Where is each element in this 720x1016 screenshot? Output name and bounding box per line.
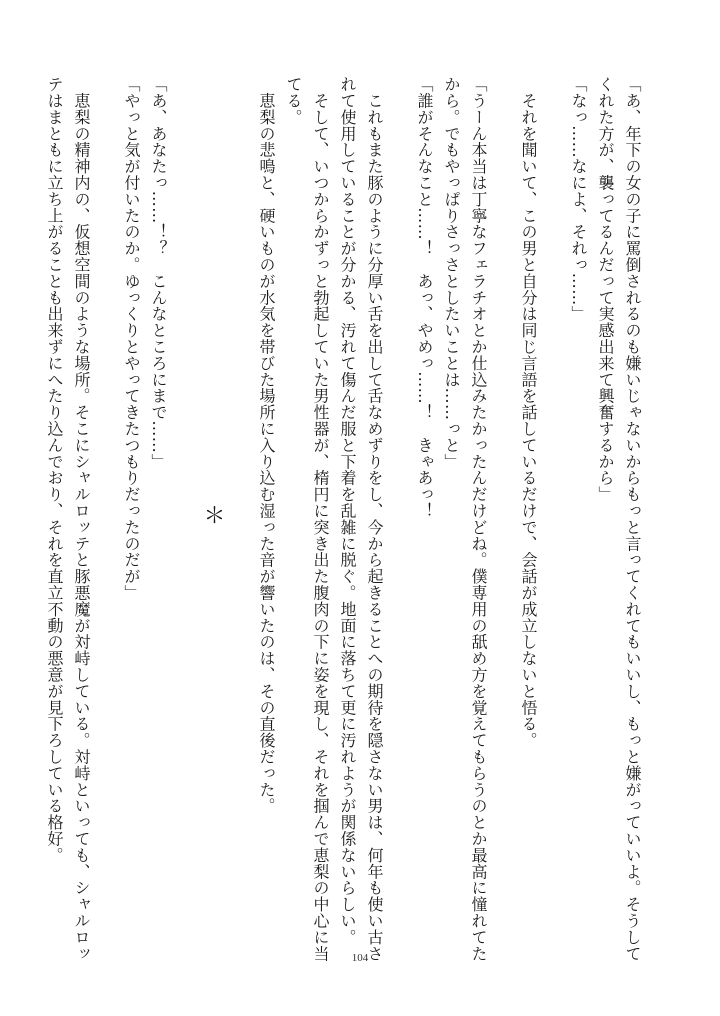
line-spacer: [492, 76, 515, 954]
text-line: それを聞いて、この男と自分は同じ言語を話しているだけで、会話が成立しないと悟る。: [519, 76, 538, 749]
text-line: 「うーん本当は丁寧なフェラチオとか仕込みたかったんだけどね。僕専用の舐め方を覚えてもらうのとか最高に憧れてた: [469, 76, 488, 962]
text-line: くれた方が、襲ってるんだって実感出来て興奮するから」: [596, 76, 615, 503]
line-spacer: [95, 76, 118, 954]
text-line: 「誰がそんなこと……！ あっ、やめっ……！ きゃあっ！: [415, 76, 434, 519]
section-break-asterisk: ＊: [200, 503, 225, 527]
page-number: 104: [351, 952, 369, 964]
text-line: 恵梨の精神内の、仮想空間のような場所。そこにシャルロッテと豚悪魔が対峙している。対峙といっても、シャルロッ: [72, 76, 91, 962]
text-line: 「あ、年下の女の子に罵倒されるのも嫌いじゃないからもっと言ってくれてもいいし、もっと嫌がっていいよ。そうして: [623, 76, 642, 962]
text-line: から。でもやっぱりさっさとしたいことは……っと」: [442, 76, 461, 470]
line-spacer: [172, 76, 199, 954]
line-spacer: [388, 76, 411, 954]
text-line: 「なっ……なによ、それっ……」: [569, 76, 588, 322]
text-line: 「やっと気が付いたのか。ゆっくりとやってきたつもりだったのだが」: [122, 76, 141, 601]
text-line: テはまともに立ち上がることも出来ずにへたり込んでおり、それを直立不動の悪意が見下ろしている格好。: [45, 76, 64, 864]
text-line: てる。: [284, 76, 303, 126]
line-spacer: [542, 76, 565, 954]
text-line: これもまた豚のように分厚い舌を出して舌なめずりをし、今から起きることへの期待を隠さない男は、何年も使い古さ: [365, 76, 384, 962]
line-spacer: [226, 76, 253, 954]
text-line: そして、いつからかずっと勃起していた男性器が、楕円に突き出た腹肉の下に姿を現し、それを掴んで恵梨の中心に当: [311, 76, 330, 962]
text-line: れて使用していることが分かる、汚れて傷んだ服と下着を乱雑に脱ぐ。地面に落ちて更に汚れようが関係ないらしい。: [338, 76, 357, 946]
text-line: 「あ、あなたっ……！？ こんなところにまで……」: [149, 76, 168, 470]
text-line: 恵梨の悲鳴と、硬いものが水気を帯びた場所に入り込む湿った音が響いたのは、その直後だった。: [257, 76, 276, 814]
